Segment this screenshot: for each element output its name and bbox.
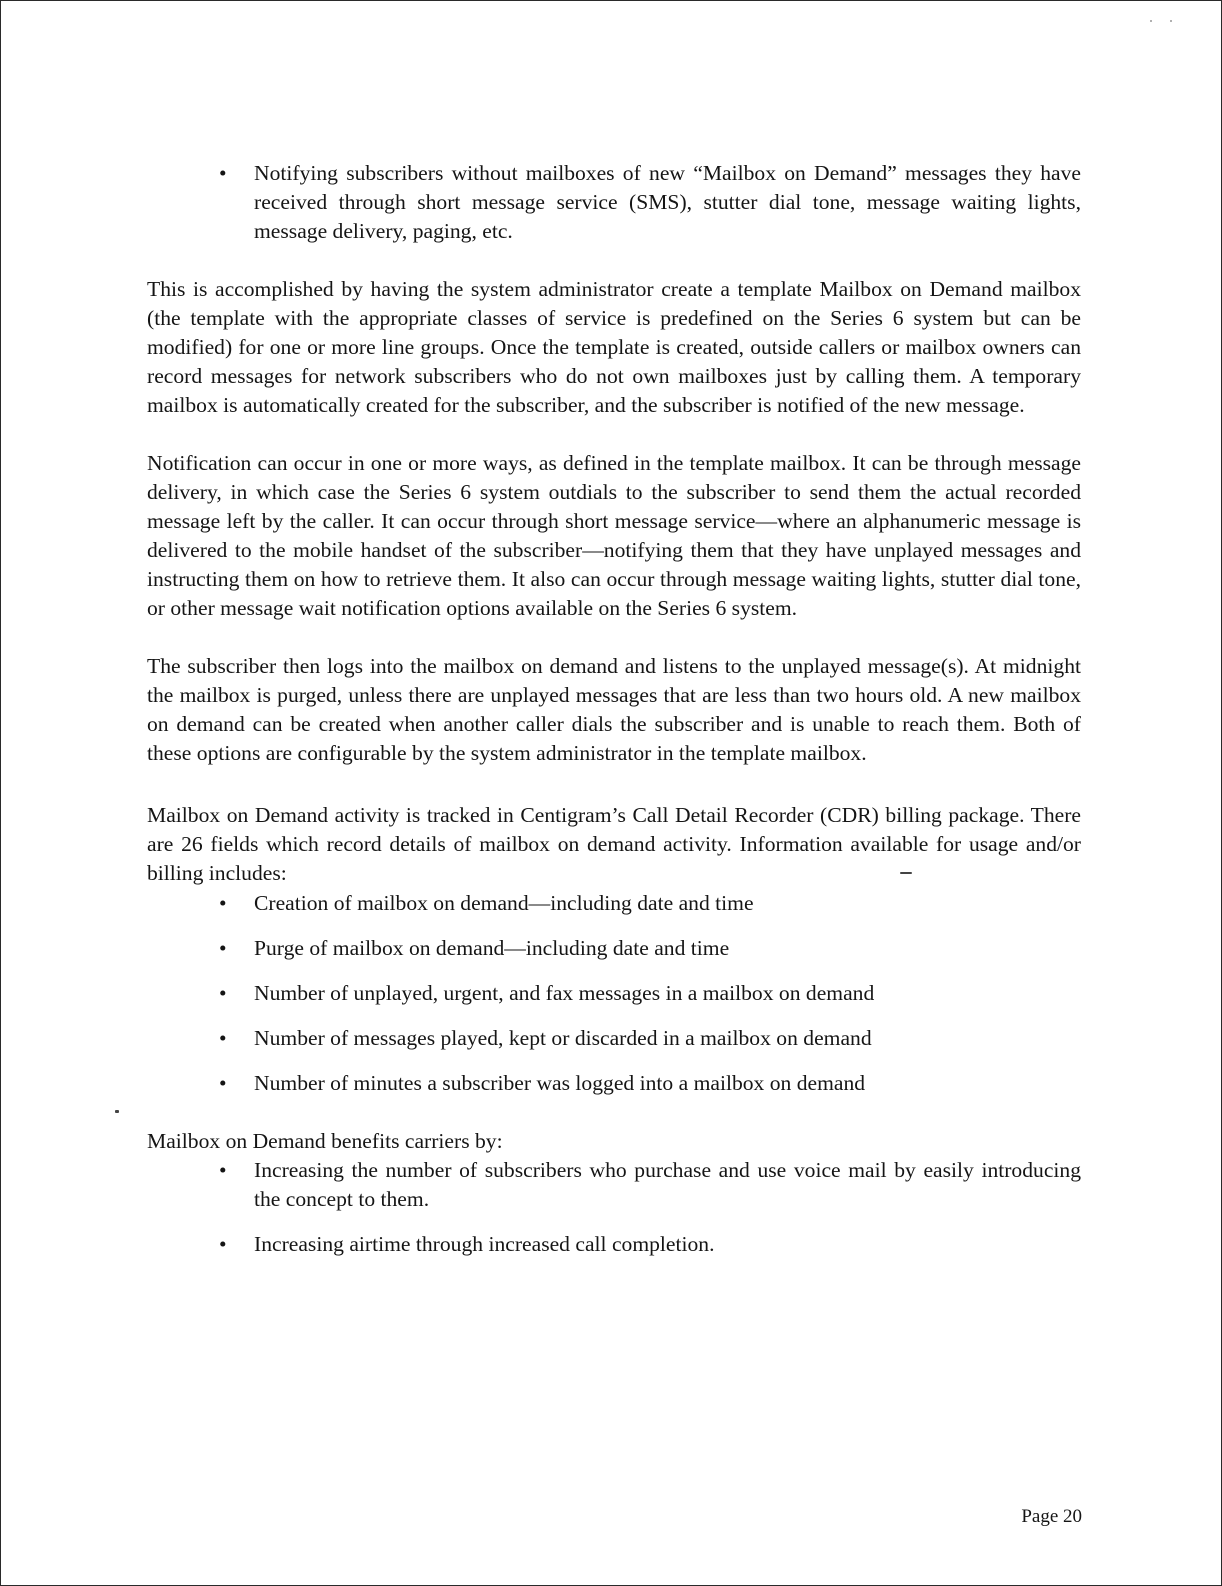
intro-bullet-list — [147, 159, 1081, 246]
scan-speck — [115, 1110, 119, 1113]
list-item: • Number of messages played, kept or discarded in a mailbox on demand — [147, 1023, 1081, 1053]
list-item: • Number of minutes a subscriber was logged into a mailbox on demand — [147, 1068, 1081, 1098]
cdr-bullet-list — [147, 888, 1081, 1098]
list-item: • Creation of mailbox on demand—including date and time — [147, 888, 1081, 918]
bullet-icon: • — [219, 936, 227, 960]
list-item: • Increasing the number of subscribers who purchase and use voice mail by easily introducing the concept to them. — [219, 1158, 1081, 1211]
document-body — [147, 159, 1081, 1275]
benefits-bullet-list — [147, 1156, 1081, 1259]
bullet-icon: • — [219, 1071, 227, 1095]
paragraph-cdr: Mailbox on Demand activity is tracked in Centigram’s Call Detail Recorder (CDR) billing package. There are 26 fields which record details of mailbox on demand activity. Information available for usage and/or billing includes: — [147, 803, 1081, 885]
bullet-icon: • — [219, 981, 227, 1005]
list-item: • Notifying subscribers without mailboxes of new “Mailbox on Demand” messages they have received through short message service (SMS), stutter dial tone, message waiting lights, message delivery, paging, etc. — [219, 161, 1081, 243]
bullet-icon: • — [219, 1232, 227, 1256]
page-number: Page 20 — [1021, 1506, 1082, 1527]
paragraph-template-setup: This is accomplished by having the system administrator create a template Mailbox on Demand mailbox (the template with the appropriate classes of service is predefined on the Series 6 system but can be modified) for one or more line groups. Once the template is created, outside callers or mailbox owners can record messages for network subscribers who do not own mailboxes just by calling them. A temporary mailbox is automatically created for the subscriber, and the subscriber is notified of the new message. — [147, 277, 1081, 417]
list-item: • Number of unplayed, urgent, and fax messages in a mailbox on demand — [147, 978, 1081, 1008]
scan-speck — [1150, 20, 1152, 22]
bullet-icon: • — [219, 891, 227, 915]
bullet-icon: • — [219, 1026, 227, 1050]
list-item: • Purge of mailbox on demand—including date and time — [147, 933, 1081, 963]
bullet-icon: • — [219, 161, 227, 185]
scan-speck — [1170, 20, 1172, 22]
list-item: • Increasing airtime through increased call completion. — [147, 1230, 1081, 1259]
paragraph-purge: The subscriber then logs into the mailbox on demand and listens to the unplayed message(s). At midnight the mailbox is purged, unless there are unplayed messages that are less than two hours old. A new mailbox on demand can be created when another caller dials the subscriber and is unable to reach them. Both of these options are configurable by the system administrator in the template mailbox. — [147, 654, 1081, 765]
paragraph-benefits-intro: Mailbox on Demand benefits carriers by: — [147, 1129, 503, 1153]
paragraph-notification: Notification can occur in one or more ways, as defined in the template mailbox. It can be through message delivery, in which case the Series 6 system outdials to the subscriber to send them the actual recorded message left by the caller. It can occur through short message service—where an alphanumeric message is delivered to the mobile handset of the subscriber—notifying them that they have unplayed messages and instructing them on how to retrieve them. It also can occur through message waiting lights, stutter dial tone, or other message wait notification options available on the Series 6 system. — [147, 451, 1081, 620]
bullet-icon: • — [219, 1158, 227, 1182]
